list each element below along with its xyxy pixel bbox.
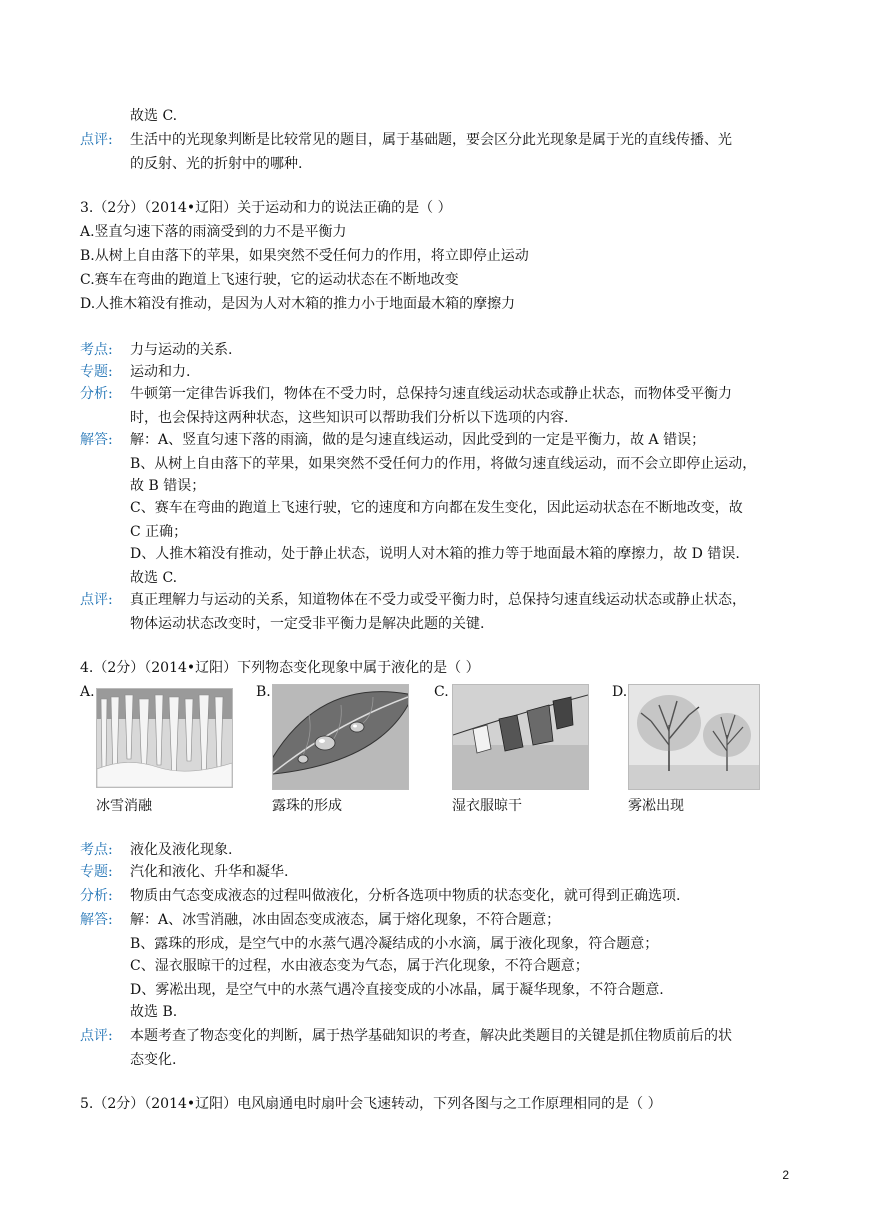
q4-option-d-caption: 雾凇出现 bbox=[628, 798, 684, 814]
q4-kaodian: 液化及液化现象. bbox=[130, 842, 233, 858]
q3-option-b: B.从树上自由落下的苹果，如果突然不受任何力的作用，将立即停止运动 bbox=[80, 248, 529, 264]
q4-dianping-label: 点评: bbox=[80, 1028, 113, 1044]
q3-kaodian-label: 考点: bbox=[80, 342, 113, 358]
q4-jieda-line: C、湿衣服晾干的过程，水由液态变为气态，属于汽化现象，不符合题意； bbox=[130, 958, 589, 974]
q4-option-d-letter: D. bbox=[612, 684, 628, 700]
q4-zhuanti-label: 专题: bbox=[80, 864, 113, 880]
rime-trees-image bbox=[628, 684, 760, 790]
q4-dianping-line: 本题考查了物态变化的判断，属于热学基础知识的考查，解决此类题目的关键是抓住物质前后的状 bbox=[130, 1028, 732, 1044]
q4-stem: 4.（2分）（2014•辽阳）下列物态变化现象中属于液化的是（ ） bbox=[80, 660, 480, 676]
q3-jieda-line: 故 B 错误； bbox=[130, 478, 206, 494]
q5-stem: 5.（2分）（2014•辽阳）电风扇通电时扇叶会飞速转动，下列各图与之工作原理相同的是（ ） bbox=[80, 1096, 662, 1112]
q3-option-a: A.竖直匀速下落的雨滴受到的力不是平衡力 bbox=[80, 224, 347, 240]
q3-jieda-line: C、赛车在弯曲的跑道上飞速行驶，它的速度和方向都在发生变化，因此运动状态在不断地改变，故 bbox=[130, 500, 743, 516]
prev-conclusion: 故选 C. bbox=[130, 108, 178, 124]
ice-melting-image bbox=[96, 688, 233, 788]
q3-jieda-line: 解：A、竖直匀速下落的雨滴，做的是匀速直线运动，因此受到的一定是平衡力，故 A 错误； bbox=[130, 432, 706, 448]
prev-comment-label: 点评: bbox=[80, 132, 113, 148]
q4-option-c-caption: 湿衣服晾干 bbox=[452, 798, 522, 814]
q3-jieda-line: B、从树上自由落下的苹果，如果突然不受任何力的作用，将做匀速直线运动，而不会立即停止运动， bbox=[130, 456, 757, 472]
q4-jieda-line: 解：A、冰雪消融，冰由固态变成液态，属于熔化现象，不符合题意； bbox=[130, 912, 561, 928]
q4-zhuanti: 汽化和液化、升华和凝华. bbox=[130, 864, 289, 880]
q3-dianping-label: 点评: bbox=[80, 592, 113, 608]
q3-dianping-line: 真正理解力与运动的关系，知道物体在不受力或受平衡力时，总保持匀速直线运动状态或静止状态， bbox=[130, 592, 746, 608]
q3-dianping-line: 物体运动状态改变时，一定受非平衡力是解决此题的关键. bbox=[130, 616, 485, 632]
page-number: 2 bbox=[782, 1168, 789, 1182]
q4-jieda-line: B、露珠的形成，是空气中的水蒸气遇冷凝结成的小水滴，属于液化现象，符合题意； bbox=[130, 936, 659, 952]
q4-kaodian-label: 考点: bbox=[80, 842, 113, 858]
q3-zhuanti-label: 专题: bbox=[80, 364, 113, 380]
q4-option-b-caption: 露珠的形成 bbox=[272, 798, 342, 814]
q3-stem: 3.（2分）（2014•辽阳）关于运动和力的说法正确的是（ ） bbox=[80, 200, 452, 216]
q4-fenxi-label: 分析: bbox=[80, 888, 113, 904]
q3-fenxi-label: 分析: bbox=[80, 386, 113, 402]
clothes-drying-image bbox=[452, 684, 589, 790]
dew-drop-leaf-image bbox=[272, 684, 409, 790]
q3-jieda-line: C 正确； bbox=[130, 524, 188, 540]
q4-jieda-line: D、雾凇出现，是空气中的水蒸气遇冷直接变成的小冰晶，属于凝华现象，不符合题意. bbox=[130, 982, 664, 998]
q3-jieda-label: 解答: bbox=[80, 432, 113, 448]
q3-jieda-line: 故选 C. bbox=[130, 570, 178, 586]
q4-option-a-caption: 冰雪消融 bbox=[96, 798, 152, 814]
q4-dianping-line: 态变化. bbox=[130, 1052, 177, 1068]
q3-jieda-line: D、人推木箱没有推动，处于静止状态，说明人对木箱的推力等于地面最木箱的摩擦力，故 D 错误. bbox=[130, 546, 740, 562]
prev-comment-line: 生活中的光现象判断是比较常见的题目，属于基础题，要会区分此光现象是属于光的直线传播、光 bbox=[130, 132, 732, 148]
q3-option-c: C.赛车在弯曲的跑道上飞速行驶，它的运动状态在不断地改变 bbox=[80, 272, 459, 288]
q3-option-d: D.人推木箱没有推动，是因为人对木箱的推力小于地面最木箱的摩擦力 bbox=[80, 296, 516, 312]
q4-jieda-line: 故选 B. bbox=[130, 1004, 178, 1020]
q4-jieda-label: 解答: bbox=[80, 912, 113, 928]
q3-zhuanti: 运动和力. bbox=[130, 364, 191, 380]
q3-fenxi-line: 牛顿第一定律告诉我们，物体在不受力时，总保持匀速直线运动状态或静止状态，而物体受平衡力 bbox=[130, 386, 732, 402]
q4-option-a-letter: A. bbox=[80, 684, 95, 700]
q4-option-b-letter: B. bbox=[256, 684, 271, 700]
q4-option-c-letter: C. bbox=[434, 684, 449, 700]
q3-kaodian: 力与运动的关系. bbox=[130, 342, 233, 358]
q4-fenxi: 物质由气态变成液态的过程叫做液化，分析各选项中物质的状态变化，就可得到正确选项. bbox=[130, 888, 681, 904]
prev-comment-line: 的反射、光的折射中的哪种. bbox=[130, 156, 303, 172]
q3-fenxi-line: 时，也会保持这两种状态，这些知识可以帮助我们分析以下选项的内容. bbox=[130, 410, 569, 426]
